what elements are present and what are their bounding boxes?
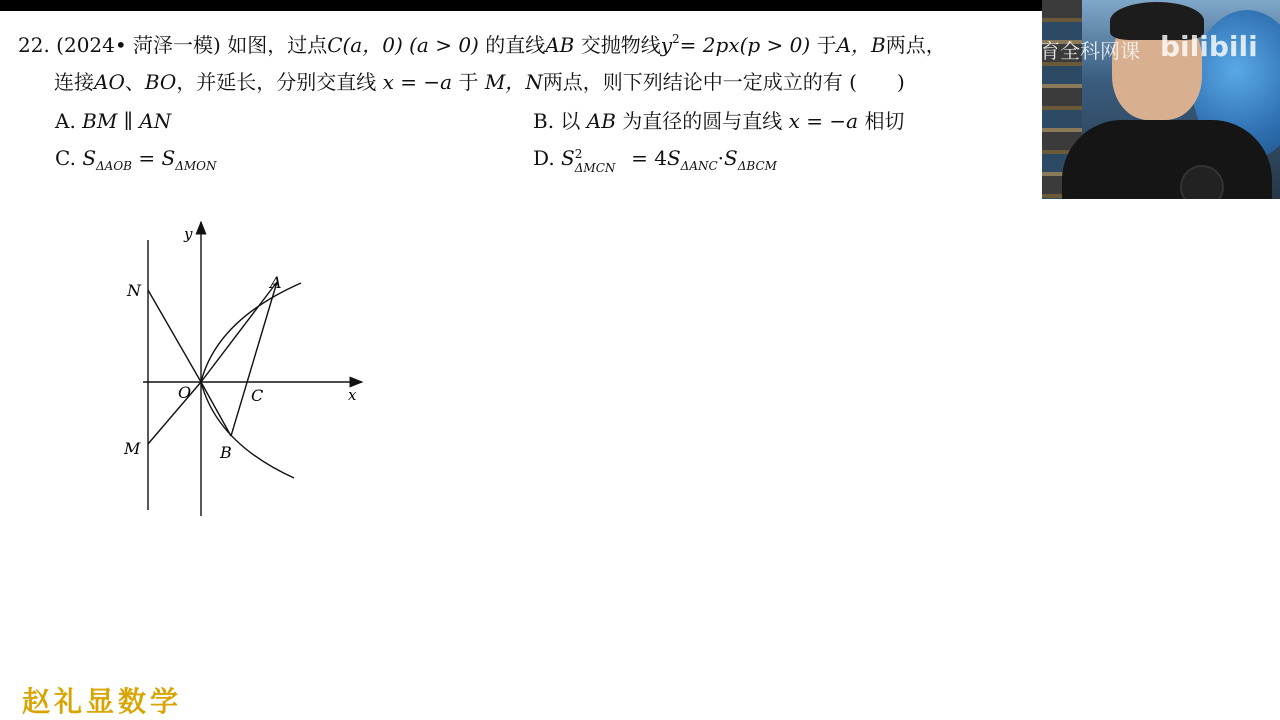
label-c: C — [251, 386, 264, 405]
figure-svg — [110, 210, 380, 525]
line-ab — [231, 282, 277, 436]
parabola-curve — [201, 283, 301, 478]
question-number: 22. — [18, 33, 50, 57]
area-symbol: S — [82, 146, 97, 170]
question-line-2 — [54, 69, 905, 95]
line-x-eq: x = −a — [382, 70, 453, 94]
option-b-label: B. — [533, 109, 555, 133]
question-text: 交抛物线 — [580, 33, 661, 57]
point-c: C(a，0) — [327, 33, 403, 57]
area-symbol: S — [561, 146, 575, 170]
option-c-label: C. — [55, 146, 76, 170]
option-a — [55, 108, 171, 134]
question-text: 连接 — [54, 70, 94, 94]
line-ab: AB — [545, 33, 575, 57]
option-c — [55, 145, 217, 171]
area-subscript: ΔMCN — [574, 161, 616, 175]
point-a: A， — [836, 33, 872, 57]
answer-blank: ( ) — [849, 70, 905, 94]
label-o: O — [178, 383, 192, 402]
separator: 、 — [124, 70, 145, 94]
point-n: N — [525, 70, 543, 94]
label-m: M — [124, 439, 141, 458]
option-b-text: 相切 — [864, 109, 905, 133]
point-m: M， — [484, 70, 526, 94]
option-b-text: 为直径的圆与直线 — [622, 109, 783, 133]
equals-sign: = — [138, 146, 156, 170]
area-symbol: S — [666, 146, 681, 170]
watermark-text: 育全科网课 — [1040, 39, 1140, 63]
dot-operator: · — [717, 146, 725, 170]
segment-mo — [148, 382, 201, 444]
question-text: ，并延长，分别交直线 — [176, 70, 377, 94]
option-d-label: D. — [533, 146, 555, 170]
condition-a: (a > 0) — [409, 33, 479, 57]
option-b-ab: AB — [586, 109, 616, 133]
question-text: 两点， — [885, 33, 946, 57]
parabola-eq: = 2px(p > 0) — [679, 33, 811, 57]
label-a: A — [270, 273, 282, 292]
brand-logo: 赵礼显数学 — [22, 685, 183, 718]
parabola-y: y — [660, 33, 673, 57]
presenter-body — [1062, 120, 1272, 199]
label-y: y — [184, 225, 193, 243]
area-subscript: ΔAOB — [96, 159, 133, 173]
bilibili-logo: bilibili — [1160, 30, 1258, 63]
question-text: 于 — [458, 70, 479, 94]
question-line-1: 22. (2024• 菏泽一模) 如图，过点C(a，0) (a > 0) 的直线AB 交抛物线$y^2= 2px(p > 0)$ 于A，B两点， — [18, 32, 946, 57]
area-subscript: ΔANC — [680, 159, 718, 173]
parabola-figure — [110, 210, 380, 525]
label-n: N — [127, 281, 141, 300]
label-x: x — [348, 386, 357, 404]
option-a-label: A. — [55, 109, 76, 133]
question-text: 两点，则下列结论中一定成立的有 — [542, 70, 843, 94]
segment-no — [148, 290, 201, 382]
label-b: B — [220, 443, 232, 462]
option-a-text: BM ∥ AN — [82, 109, 172, 133]
option-b-line: x = −a — [788, 109, 859, 133]
area-symbol: S — [724, 146, 738, 170]
option-d — [533, 145, 777, 175]
option-b-text: 以 — [560, 109, 581, 133]
area-subscript: ΔBCM — [737, 159, 777, 173]
question-text: 于 — [816, 33, 837, 57]
question-source: (2024• 菏泽一模) — [56, 33, 221, 57]
point-b: B — [871, 33, 886, 57]
segment-ao: AO — [94, 70, 125, 94]
area-exponent: 2 — [574, 147, 583, 161]
segment-bo: BO — [144, 70, 177, 94]
question-text: 的直线 — [485, 33, 546, 57]
segment-ob — [201, 382, 231, 436]
question-text: 如图，过点 — [227, 33, 328, 57]
area-symbol: S — [161, 146, 176, 170]
option-b — [533, 108, 904, 134]
segment-oa — [201, 282, 277, 382]
equals-four: = 4 — [631, 146, 667, 170]
area-subscript: ΔMON — [175, 159, 217, 173]
